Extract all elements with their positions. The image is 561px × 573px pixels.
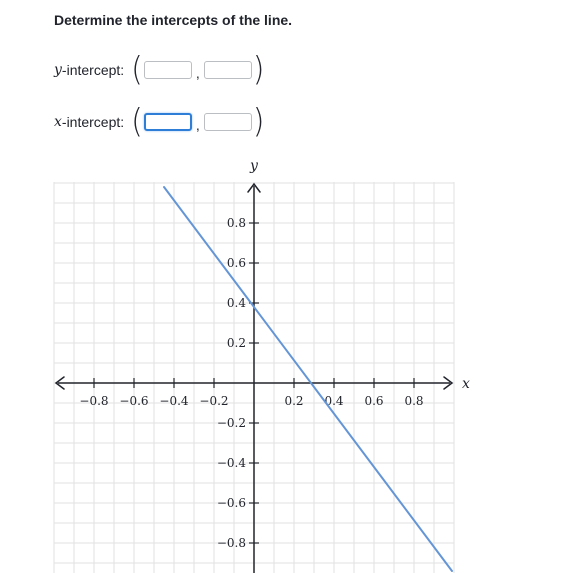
y-tick-label: 0.8 — [226, 216, 246, 230]
x-tick-label: −0.4 — [159, 394, 189, 408]
series-line — [164, 187, 452, 571]
y-tick-label: 0.2 — [226, 336, 246, 350]
coordinate-graph — [0, 150, 561, 573]
close-paren: ) — [252, 50, 265, 89]
y-intercept-row — [54, 50, 266, 89]
y-intercept-label: -intercept: — [61, 62, 125, 78]
x-intercept-row — [54, 102, 265, 141]
close-paren: ) — [252, 102, 265, 141]
y-tick-label: −0.4 — [216, 456, 246, 470]
x-tick-label: −0.6 — [119, 394, 149, 408]
y-tick-label: 0.6 — [226, 256, 246, 270]
y-tick-label: −0.8 — [216, 536, 246, 550]
y-intercept-x-input[interactable] — [144, 61, 192, 79]
comma: , — [195, 65, 200, 81]
y-intercept-y-input[interactable] — [204, 61, 252, 79]
y-tick-label: 0.4 — [226, 296, 246, 310]
x-axis-label: x — [462, 376, 470, 392]
axes — [56, 184, 452, 573]
x-tick-label: −0.2 — [199, 394, 229, 408]
x-tick-label: 0.8 — [404, 394, 424, 408]
x-intercept-label: -intercept: — [61, 114, 125, 130]
x-tick-label: 0.6 — [364, 394, 384, 408]
x-tick-label: 0.4 — [324, 394, 344, 408]
open-paren: ( — [131, 50, 143, 89]
comma: , — [195, 117, 200, 133]
y-variable: y — [54, 62, 62, 78]
y-axis-label: y — [250, 158, 258, 174]
x-tick-label: 0.2 — [284, 394, 304, 408]
x-intercept-x-input[interactable] — [144, 113, 192, 131]
x-intercept-y-input[interactable] — [204, 113, 252, 131]
question-prompt: Determine the intercepts of the line. — [54, 12, 293, 28]
x-tick-label: −0.8 — [79, 394, 109, 408]
plot-line — [164, 187, 452, 571]
x-variable: x — [54, 114, 62, 130]
y-tick-label: −0.6 — [216, 496, 246, 510]
open-paren: ( — [131, 102, 143, 141]
y-tick-label: −0.2 — [216, 416, 246, 430]
